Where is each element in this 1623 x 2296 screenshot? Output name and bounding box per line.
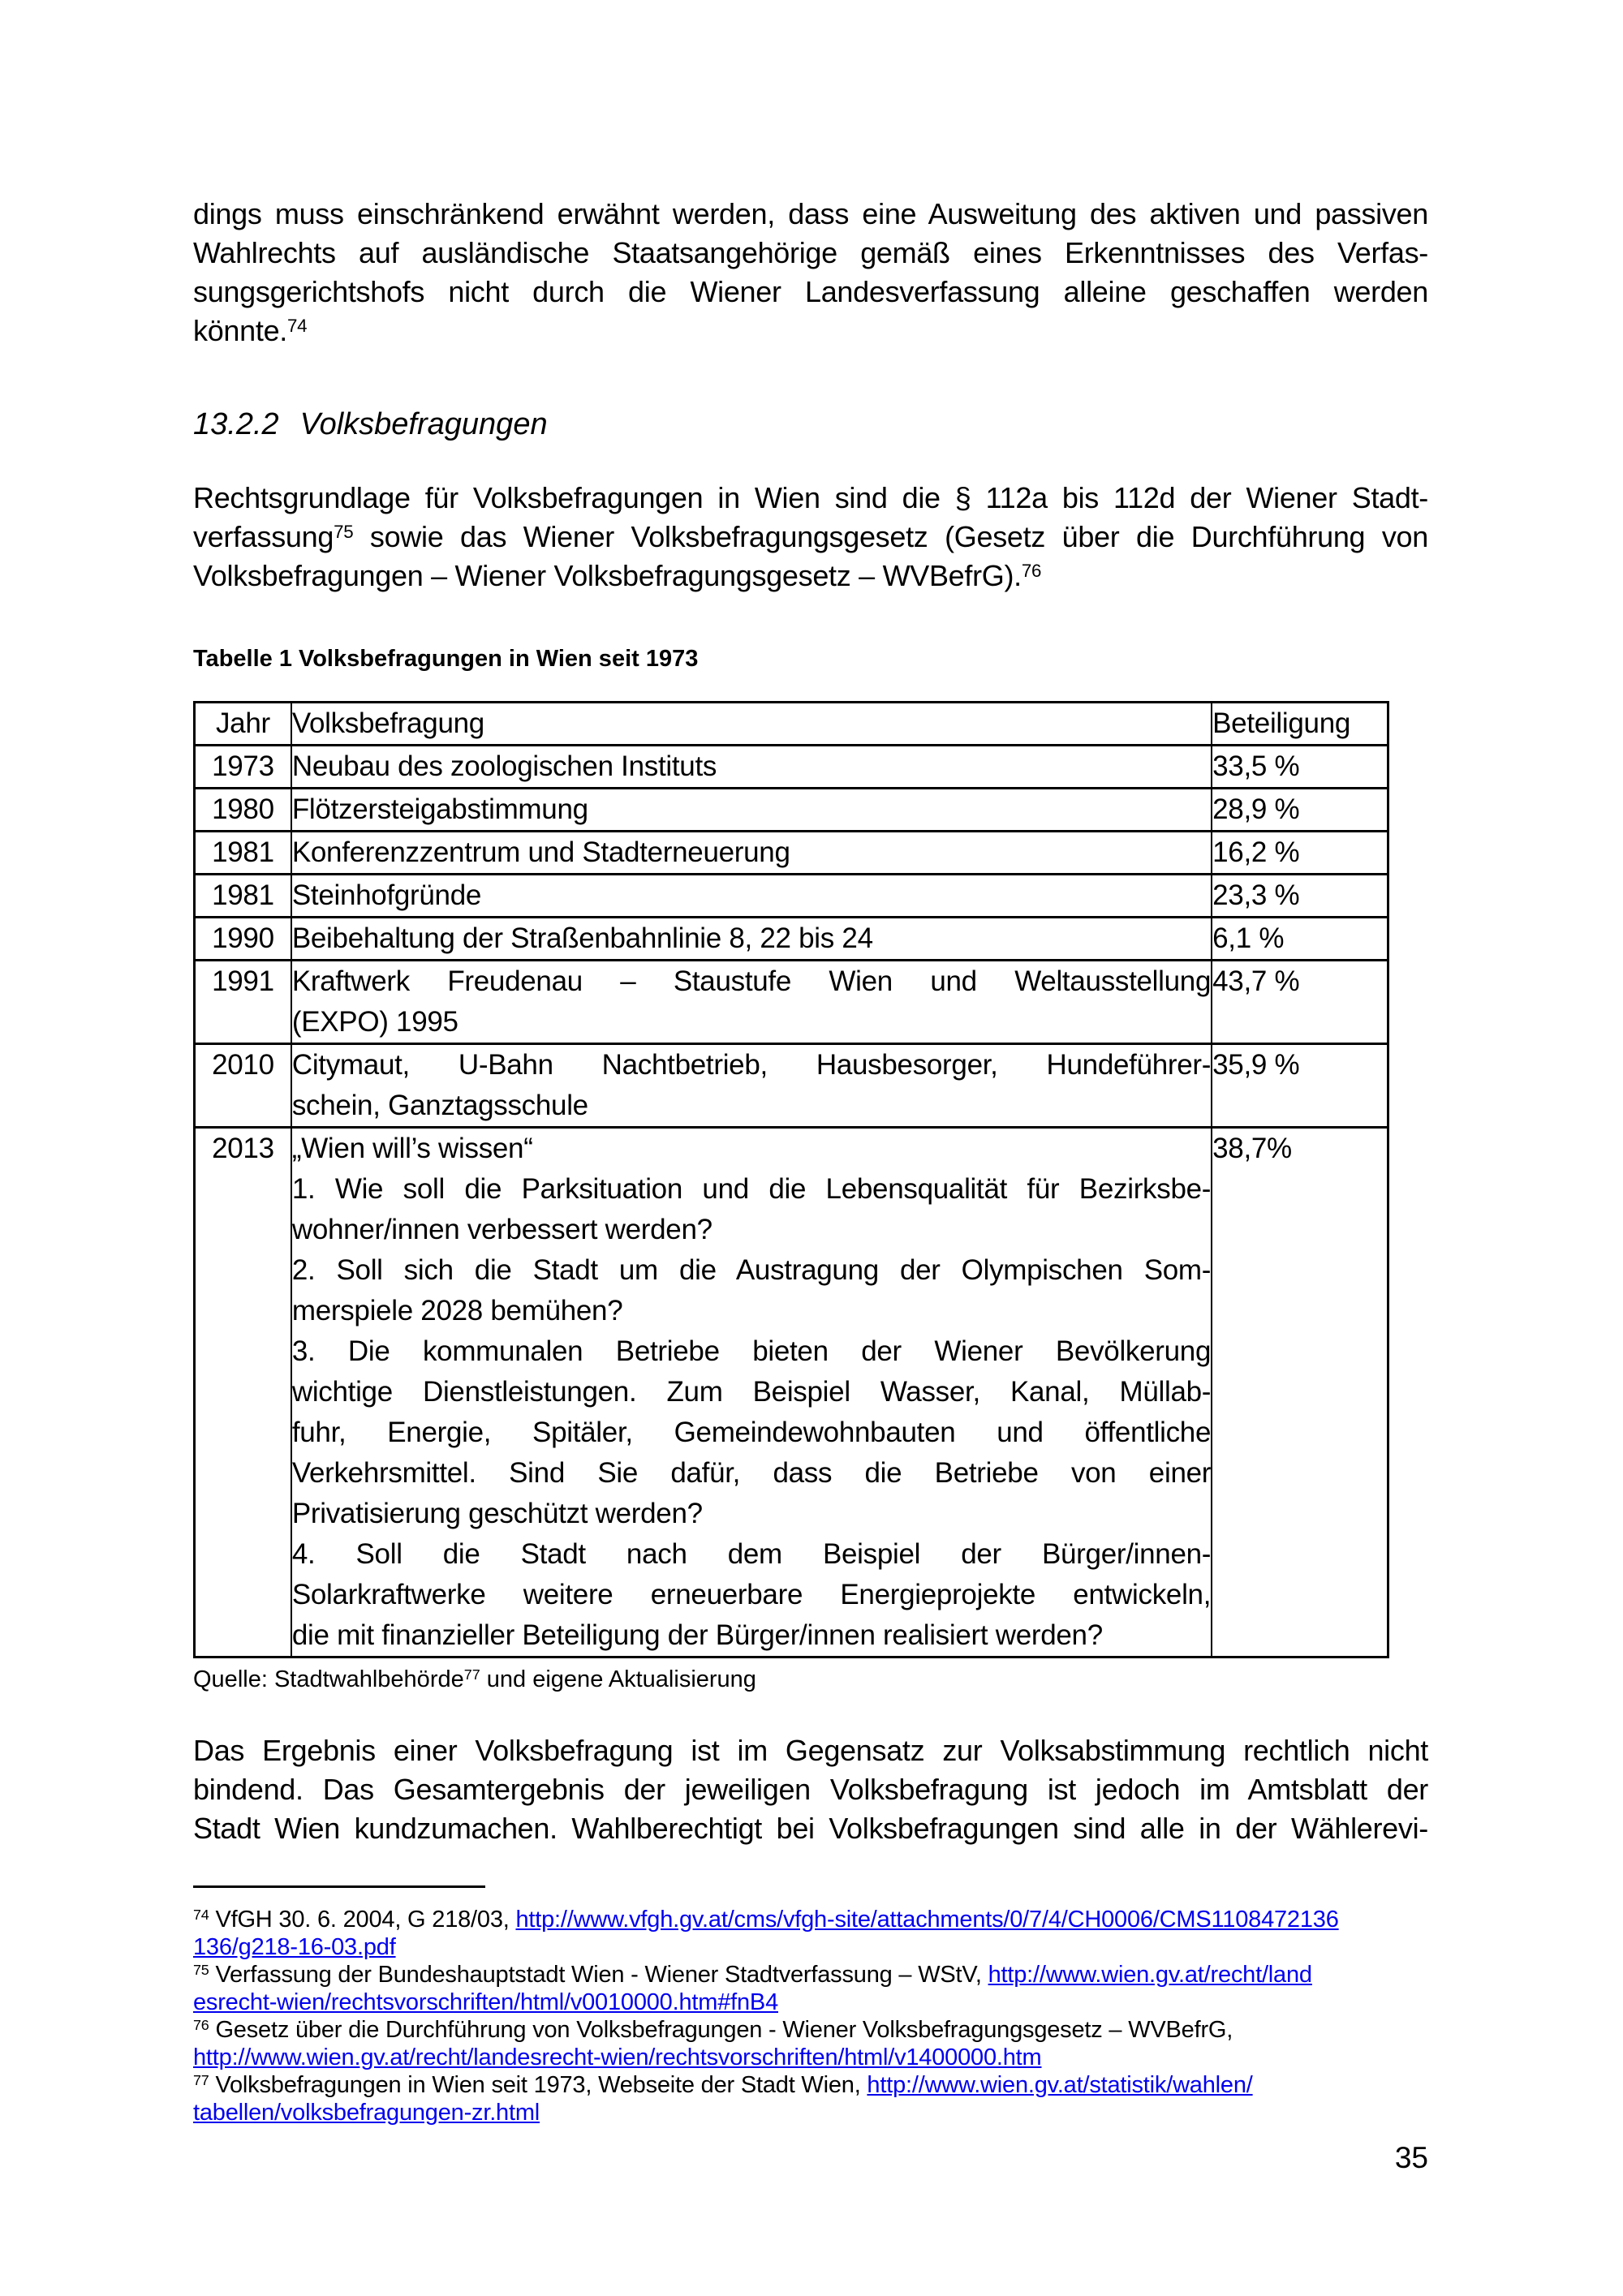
text-line: 4. Soll die Stadt nach dem Beispiel der Bürger/innen-: [291, 1538, 1212, 1570]
column-header-jahr: Jahr: [195, 703, 291, 746]
text-line: Beibehaltung der Straßenbahnlinie 8, 22 bis 24: [291, 922, 873, 954]
text-line: $^{75}$ Verfassung der Bundeshauptstadt Wien - Wiener Stadtverfassung – WStV, http://www.wien.gv.at/recht/land: [193, 1962, 1312, 1988]
cell-turnout: 33,5 %: [1212, 746, 1388, 789]
text-line: Citymaut, U-Bahn Nachtbetrieb, Hausbesorger, Hundeführer-: [291, 1049, 1212, 1081]
text-line: sungsgerichtshofs nicht durch die Wiener Landesverfassung alleine geschaffen werden: [193, 275, 1428, 308]
text-line: schein, Ganztagsschule: [291, 1090, 588, 1121]
cell-year: 1981: [195, 832, 291, 875]
table-row: [195, 789, 1388, 832]
paragraph-result: [193, 1731, 1428, 1848]
text-line: 3. Die kommunalen Betriebe bieten der Wiener Bevölkerung: [291, 1335, 1212, 1367]
text-line: [193, 2044, 1428, 2071]
text-line: wichtige Dienstleistungen. Zum Beispiel Wasser, Kanal, Müllab-: [291, 1376, 1212, 1408]
footnote-ref-77: 77: [463, 1666, 480, 1683]
text-line: Steinhofgründe: [291, 879, 482, 911]
cell-topic: [291, 961, 1212, 1044]
cell-year: 1990: [195, 918, 291, 961]
hyperlink[interactable]: tabellen/volksbefragungen-zr.html: [193, 2100, 540, 2126]
text-line: 2. Soll sich die Stadt um die Austragung der Olympischen Som-: [291, 1254, 1212, 1286]
table-head: [195, 703, 1388, 746]
column-header-beteiligung: Beteiligung: [1212, 703, 1388, 746]
hyperlink[interactable]: http://www.wien.gv.at/recht/landesrecht-wien/rechtsvorschriften/html/v1400000.htm: [193, 2044, 1042, 2070]
footnote-marker: 75: [193, 1962, 209, 1979]
footnote: [193, 1906, 1428, 1961]
hyperlink[interactable]: 136/g218-16-03.pdf: [193, 1934, 396, 1960]
hyperlink[interactable]: http://www.wien.gv.at/recht/land: [988, 1962, 1312, 1988]
text-line: die mit finanzieller Beteiligung der Bürger/innen realisiert werden?: [291, 1619, 1103, 1651]
table-row: [195, 875, 1388, 918]
cell-turnout: 38,7%: [1212, 1128, 1388, 1658]
text-line: Verkehrsmittel. Sind Sie dafür, dass die Betriebe von einer: [291, 1457, 1212, 1489]
hyperlink[interactable]: http://www.vfgh.gv.at/cms/vfgh-site/attachments/0/7/4/CH0006/CMS1108472136: [515, 1907, 1339, 1933]
hyperlink[interactable]: http://www.wien.gv.at/statistik/wahlen/: [867, 2072, 1253, 2098]
table-header-row: [195, 703, 1388, 746]
text-line: Rechtsgrundlage für Volksbefragungen in Wien sind die § 112a bis 112d der Wiener Stadt-: [193, 481, 1428, 514]
table-row: [195, 1128, 1388, 1658]
cell-topic: [291, 875, 1212, 918]
footnote-marker: 76: [193, 2017, 209, 2034]
cell-turnout: 43,7 %: [1212, 961, 1388, 1044]
footnote-marker: 75: [334, 521, 354, 542]
text-line: Stadt Wien kundzumachen. Wahlberechtigt bei Volksbefragungen sind alle in der Wählerevi-: [193, 1812, 1428, 1845]
section-number: 13.2.2: [193, 407, 279, 441]
table-body: [195, 746, 1388, 1658]
text-line: (EXPO) 1995: [291, 1006, 458, 1038]
text-line: [193, 1933, 1428, 1961]
source-note-text: Quelle: Stadtwahlbehörde: [193, 1666, 464, 1692]
footnote: [193, 1961, 1428, 2016]
text-line: Solarkraftwerke weitere erneuerbare Energieprojekte entwickeln,: [291, 1579, 1212, 1610]
cell-year: 1980: [195, 789, 291, 832]
cell-topic: [291, 832, 1212, 875]
text-line: „Wien will’s wissen“: [291, 1133, 533, 1164]
cell-year: 2013: [195, 1128, 291, 1658]
cell-topic: [291, 1044, 1212, 1128]
cell-turnout: 16,2 %: [1212, 832, 1388, 875]
source-note-suffix: und eigene Aktualisierung: [480, 1666, 756, 1692]
table-row: [195, 832, 1388, 875]
text-line: Kraftwerk Freudenau – Staustufe Wien und Weltausstellung: [291, 965, 1212, 997]
cell-topic: [291, 1128, 1212, 1658]
text-line: [193, 2099, 1428, 2126]
text-line: dings muss einschränkend erwähnt werden, dass eine Ausweitung des aktiven und passiven: [193, 197, 1428, 230]
text-line: verfassung$^{75}$ sowie das Wiener Volksbefragungsgesetz (Gesetz über die Durchführung von: [193, 520, 1428, 553]
table-row: [195, 746, 1388, 789]
footnote-marker: 77: [193, 2072, 209, 2089]
cell-year: 2010: [195, 1044, 291, 1128]
footnote-marker: 76: [1021, 560, 1042, 581]
footnote: [193, 2016, 1428, 2071]
cell-topic: [291, 789, 1212, 832]
page-content: [193, 195, 1428, 2175]
section-heading: [193, 404, 1428, 445]
table-row: [195, 918, 1388, 961]
text-line: $^{76}$ Gesetz über die Durchführung von Volksbefragungen - Wiener Volksbefragungsgesetz – WVBefrG,: [193, 2017, 1233, 2043]
text-line: [193, 1989, 1428, 2016]
text-line: bindend. Das Gesamtergebnis der jeweiligen Volksbefragung ist jedoch im Amtsblatt der: [193, 1773, 1428, 1806]
cell-year: 1991: [195, 961, 291, 1044]
text-line: merspiele 2028 bemühen?: [291, 1295, 623, 1326]
table-row: [195, 1044, 1388, 1128]
source-note: [193, 1663, 1428, 1696]
section-title: Volksbefragungen: [299, 407, 548, 441]
referendum-table: [193, 701, 1389, 1658]
cell-topic: [291, 918, 1212, 961]
cell-year: 1973: [195, 746, 291, 789]
text-line: fuhr, Energie, Spitäler, Gemeindewohnbauten und öffentliche: [291, 1417, 1212, 1448]
text-line: Wahlrechts auf ausländische Staatsangehörige gemäß eines Erkenntnisses des Verfas-: [193, 236, 1428, 269]
text-line: Volksbefragungen – Wiener Volksbefragungsgesetz – WVBefrG).$^{76}$: [193, 559, 1042, 592]
cell-year: 1981: [195, 875, 291, 918]
hyperlink[interactable]: esrecht-wien/rechtsvorschriften/html/v0010000.htm#fnB4: [193, 1989, 778, 2015]
cell-turnout: 6,1 %: [1212, 918, 1388, 961]
page-number: 35: [1394, 2141, 1428, 2174]
cell-topic: [291, 746, 1212, 789]
text-line: Privatisierung geschützt werden?: [291, 1498, 703, 1529]
footnote-marker: 74: [287, 315, 308, 336]
text-line: Das Ergebnis einer Volksbefragung ist im Gegensatz zur Volksabstimmung rechtlich nicht: [193, 1734, 1428, 1767]
paragraph-continuation: [193, 195, 1428, 350]
footnote: [193, 2071, 1428, 2126]
text-line: $^{77}$ Volksbefragungen in Wien seit 1973, Webseite der Stadt Wien, http://www.wien.gv.at/statistik/wahlen/: [193, 2072, 1253, 2098]
text-line: 1. Wie soll die Parksituation und die Lebensqualität für Bezirksbe-: [291, 1173, 1212, 1205]
text-line: Flötzersteigabstimmung: [291, 793, 588, 825]
table-caption: Tabelle 1 Volksbefragungen in Wien seit 1973: [193, 646, 699, 672]
cell-turnout: 23,3 %: [1212, 875, 1388, 918]
footnote-separator: [193, 1885, 485, 1888]
text-line: Neubau des zoologischen Instituts: [291, 750, 717, 782]
footnote-marker: 74: [193, 1907, 209, 1924]
text-line: könnte.$^{74}$: [193, 314, 308, 347]
column-header-volksbefragung: Volksbefragung: [291, 703, 1212, 746]
footnotes-section: [193, 1906, 1428, 2126]
paragraph-legal-basis: [193, 479, 1428, 595]
table-row: [195, 961, 1388, 1044]
cell-turnout: 28,9 %: [1212, 789, 1388, 832]
text-line: wohner/innen verbessert werden?: [291, 1214, 712, 1245]
text-line: $^{74}$ VfGH 30. 6. 2004, G 218/03, http://www.vfgh.gv.at/cms/vfgh-site/attachments/0/7/4/CH0006/CMS1108472136: [193, 1907, 1339, 1933]
text-line: Konferenzzentrum und Stadterneuerung: [291, 836, 790, 868]
cell-turnout: 35,9 %: [1212, 1044, 1388, 1128]
